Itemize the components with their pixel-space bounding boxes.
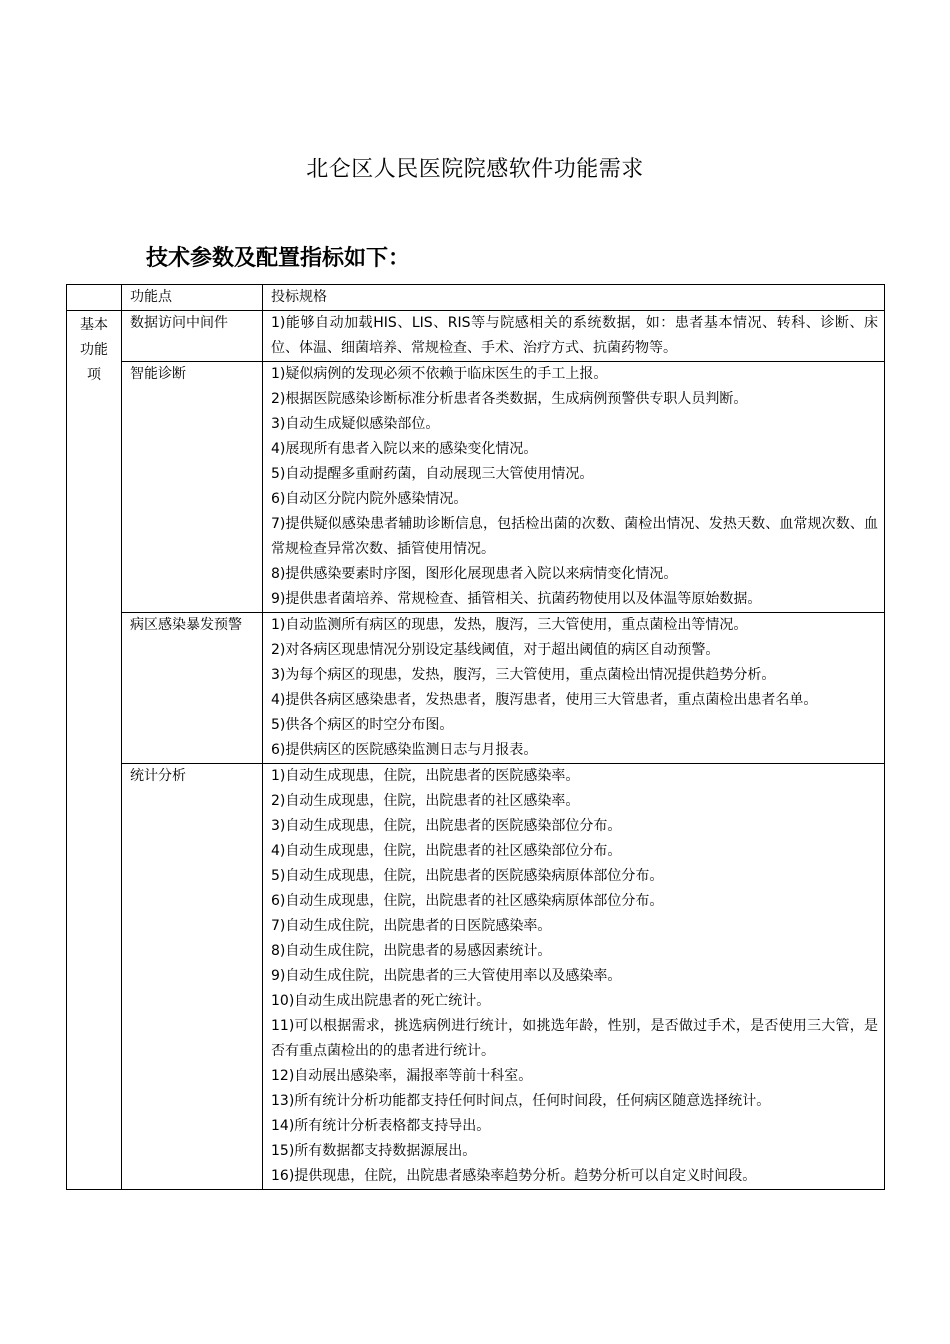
spec-item: 4)自动生成现患，住院，出院患者的社区感染部位分布。 — [271, 843, 622, 859]
spec-cell — [263, 764, 885, 1190]
spec-item: 10)自动生成出院患者的死亡统计。 — [271, 993, 491, 1009]
spec-item: 2)对各病区现患情况分别设定基线阈值，对于超出阈值的病区自动预警。 — [271, 642, 720, 658]
spec-item: 4)提供各病区感染患者，发热患者，腹泻患者，使用三大管患者，重点菌检出患者名单。 — [271, 692, 818, 708]
spec-item: 2)根据医院感染诊断标准分析患者各类数据，生成病例预警供专职人员判断。 — [271, 391, 748, 407]
feature-cell: 智能诊断 — [122, 362, 263, 613]
section-heading: 技术参数及配置指标如下： — [146, 246, 411, 271]
spec-table — [66, 284, 885, 1190]
spec-item: 7)自动生成住院，出院患者的日医院感染率。 — [271, 918, 552, 934]
spec-item: 7)提供疑似感染患者辅助诊断信息，包括检出菌的次数、菌检出情况、发热天数、血常规次数、血常规检查异常次数、插管使用情况。 — [271, 516, 878, 557]
spec-cell — [263, 311, 885, 362]
category-cell: 基本功能项 — [67, 311, 122, 1190]
spec-item: 13)所有统计分析功能都支持任何时间点，任何时间段，任何病区随意选择统计。 — [271, 1093, 771, 1109]
spec-item: 9)自动生成住院，出院患者的三大管使用率以及感染率。 — [271, 968, 622, 984]
feature-cell: 统计分析 — [122, 764, 263, 1190]
spec-cell — [263, 613, 885, 764]
spec-item: 1)能够自动加载HIS、LIS、RIS等与院感相关的系统数据，如：患者基本情况、转科、诊断、床位、体温、细菌培养、常规检查、手术、治疗方式、抗菌药物等。 — [271, 315, 878, 356]
spec-item: 3)自动生成疑似感染部位。 — [271, 416, 440, 432]
spec-item: 5)自动生成现患，住院，出院患者的医院感染病原体部位分布。 — [271, 868, 664, 884]
spec-item: 5)供各个病区的时空分布图。 — [271, 717, 454, 733]
spec-item: 8)提供感染要素时序图，图形化展现患者入院以来病情变化情况。 — [271, 566, 678, 582]
table-row — [67, 764, 885, 1190]
spec-item: 1)疑似病例的发现必须不依赖于临床医生的手工上报。 — [271, 366, 608, 382]
spec-item: 5)自动提醒多重耐药菌，自动展现三大管使用情况。 — [271, 466, 594, 482]
spec-item: 16)提供现患，住院，出院患者感染率趋势分析。趋势分析可以自定义时间段。 — [271, 1168, 757, 1184]
feature-cell: 病区感染暴发预警 — [122, 613, 263, 764]
header-feature: 功能点 — [122, 285, 263, 311]
document-title: 北仑区人民医院院感软件功能需求 — [306, 157, 644, 182]
table-row — [67, 311, 885, 362]
table-header-row — [67, 285, 885, 311]
spec-cell — [263, 362, 885, 613]
spec-item: 12)自动展出感染率，漏报率等前十科室。 — [271, 1068, 533, 1084]
spec-item: 3)自动生成现患，住院，出院患者的医院感染部位分布。 — [271, 818, 622, 834]
spec-item: 2)自动生成现患，住院，出院患者的社区感染率。 — [271, 793, 580, 809]
header-category — [67, 285, 122, 311]
spec-item: 11)可以根据需求，挑选病例进行统计，如挑选年龄，性别，是否做过手术，是否使用三大管，是否有重点菌检出的的患者进行统计。 — [271, 1018, 878, 1059]
header-spec: 投标规格 — [263, 285, 885, 311]
spec-item: 6)提供病区的医院感染监测日志与月报表。 — [271, 742, 538, 758]
spec-item: 6)自动区分院内院外感染情况。 — [271, 491, 468, 507]
spec-item: 9)提供患者菌培养、常规检查、插管相关、抗菌药物使用以及体温等原始数据。 — [271, 591, 762, 607]
spec-item: 14)所有统计分析表格都支持导出。 — [271, 1118, 491, 1134]
spec-item: 6)自动生成现患，住院，出院患者的社区感染病原体部位分布。 — [271, 893, 664, 909]
feature-cell: 数据访问中间件 — [122, 311, 263, 362]
spec-item: 8)自动生成住院，出院患者的易感因素统计。 — [271, 943, 552, 959]
spec-item: 3)为每个病区的现患，发热，腹泻，三大管使用，重点菌检出情况提供趋势分析。 — [271, 667, 776, 683]
table-row — [67, 613, 885, 764]
spec-item: 15)所有数据都支持数据源展出。 — [271, 1143, 477, 1159]
spec-item: 1)自动生成现患，住院，出院患者的医院感染率。 — [271, 768, 580, 784]
spec-item: 4)展现所有患者入院以来的感染变化情况。 — [271, 441, 538, 457]
spec-item: 1)自动监测所有病区的现患，发热，腹泻，三大管使用，重点菌检出等情况。 — [271, 617, 748, 633]
table-row — [67, 362, 885, 613]
